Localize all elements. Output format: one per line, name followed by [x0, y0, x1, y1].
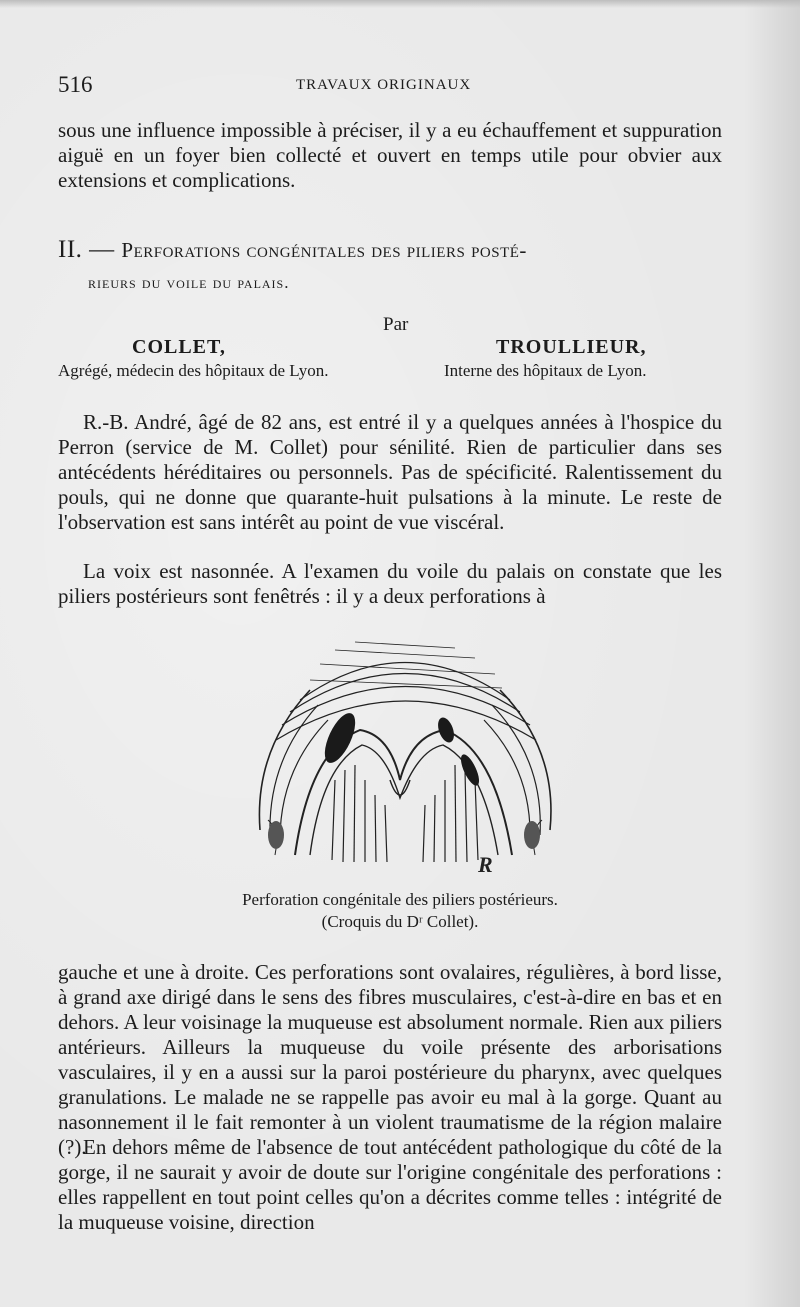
- section-number: II. —: [58, 236, 122, 263]
- author-role-troullieur: Interne des hôpitaux de Lyon.: [444, 361, 647, 380]
- author-role-collet: Agrégé, médecin des hôpitaux de Lyon.: [58, 361, 329, 380]
- figure-caption-line1: Perforation congénitale des piliers postérieurs.: [242, 890, 558, 909]
- page-top-edge: [0, 0, 800, 8]
- soft-palate-illustration: [240, 630, 570, 875]
- author-name-troullieur: TROULLIEUR,: [496, 336, 647, 358]
- body-paragraph-3: gauche et une à droite. Ces perforations sont ovalaires, régulières, à bord lisse, à grand axe dirigé dans le sens des fibres musculaires, c'est-à-dire en bas et en dehors. A leur voisinage la muqueuse est absolument normale. Rien aux piliers antérieurs. Ailleurs la muqueuse du voile présente des arborisations vasculaires, il y en a aussi sur la paroi postérieure du pharynx, avec quelques granulations. Le malade ne se rappelle pas avoir eu mal à la gorge. Quant au nasonnement il le fait remonter à un violent traumatisme de la région malaire (?).: [58, 960, 722, 1159]
- running-title: TRAVAUX ORIGINAUX: [296, 77, 472, 93]
- author-name-collet: COLLET,: [132, 336, 226, 358]
- byline-par: Par: [383, 314, 409, 335]
- body-paragraph-4: En dehors même de l'absence de tout antécédent pathologique du côté de la gorge, il ne saurait y avoir de doute sur l'origine congénitale des perforations : elles rappellent en tout point celles qu'on a décrites comme telles : intégrité de la muqueuse voisine, direction: [58, 1135, 722, 1234]
- section-title-line2: rieurs du voile du palais.: [88, 273, 290, 292]
- intro-paragraph: sous une influence impossible à préciser, il y a eu échauffement et suppuration aiguë en un foyer bien collecté et ouvert en temps utile pour obvier aux extensions et complications.: [58, 118, 722, 192]
- figure-caption-line2: (Croquis du Dʳ Collet).: [321, 912, 479, 931]
- artist-signature: R: [478, 852, 493, 875]
- body-paragraph-1: R.-B. André, âgé de 82 ans, est entré il y a quelques années à l'hospice du Perron (service de M. Collet) pour sénilité. Rien de particulier dans ses antécédents héréditaires ou personnels. Pas de spécificité. Ralentissement du pouls, qui ne donne que quarante-huit pulsations à la minute. Le reste de l'observation est sans intérêt au point de vue viscéral.: [58, 410, 722, 534]
- section-title-line1: Perforations congénitales des piliers posté-: [121, 238, 527, 262]
- body-paragraph-2: La voix est nasonnée. A l'examen du voile du palais on constate que les piliers postérieurs sont fenêtrés : il y a deux perforations à: [58, 559, 722, 608]
- page-number: 516: [58, 72, 93, 97]
- section-heading: [58, 236, 527, 264]
